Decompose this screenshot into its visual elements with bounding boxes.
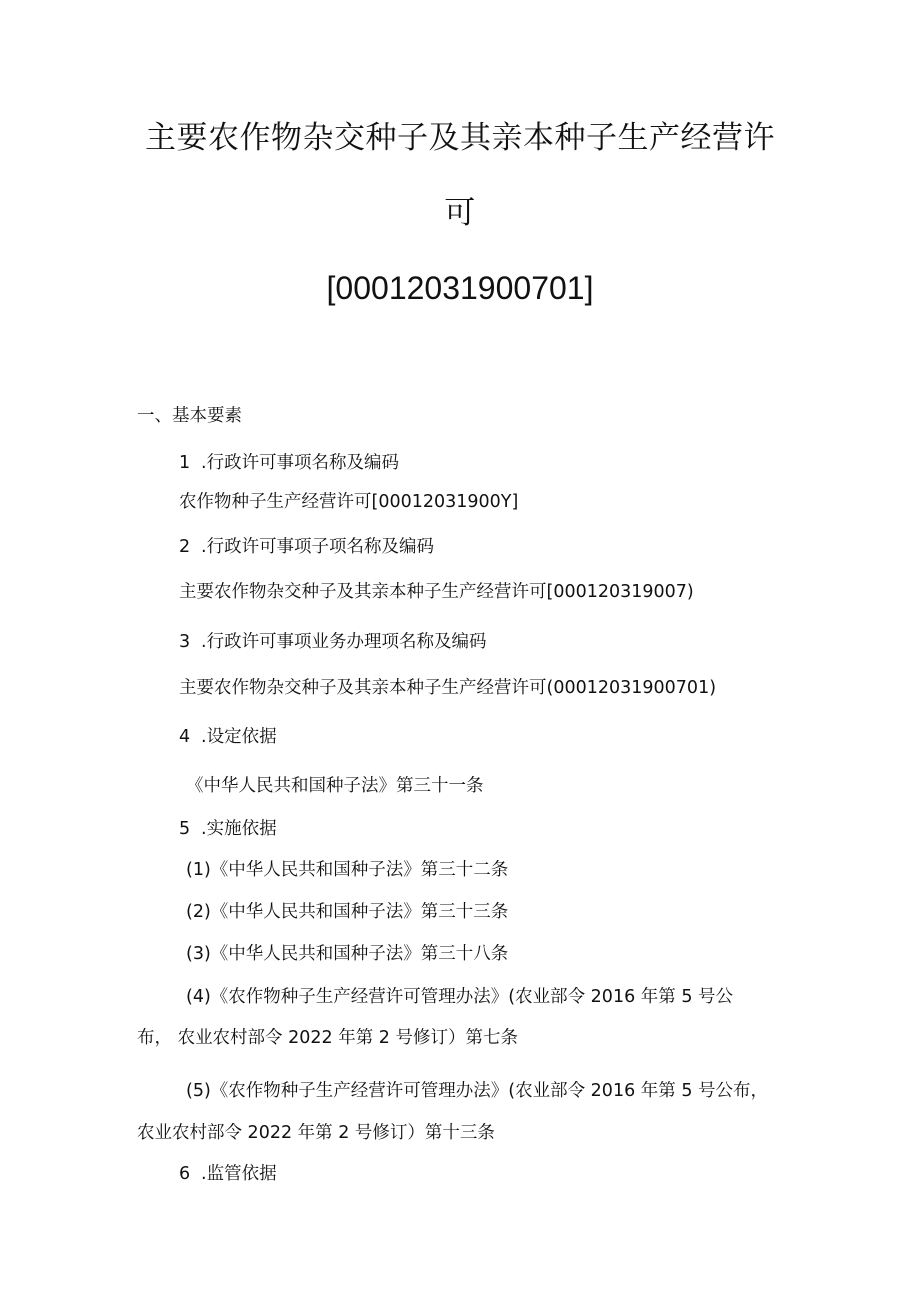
item-3-value: 主要农作物杂交种子及其亲本种子生产经营许可(00012031900701) — [179, 678, 717, 698]
document-title-line-2: 可 — [444, 195, 476, 231]
document-title-line-1: 主要农作物杂交种子及其亲本种子生产经营许 — [145, 120, 775, 156]
item-2-number: 2 — [179, 537, 191, 557]
basis-4-line-2: 布， 农业农村部令 2022 年第 2 号修订）第七条 — [137, 1028, 518, 1048]
item-1-value: 农作物种子生产经营许可[00012031900Y] — [179, 492, 519, 512]
basis-3: (3)《中华人民共和国种子法》第三十八条 — [186, 944, 509, 964]
item-3-label-row — [179, 630, 487, 654]
item-2-label: .行政许可事项子项名称及编码 — [201, 537, 435, 557]
item-5-number: 5 — [179, 819, 191, 839]
item-4-label: .设定依据 — [201, 727, 277, 747]
item-3-number: 3 — [179, 632, 191, 652]
basis-4-line-1: (4)《农作物种子生产经营许可管理办法》(农业部令 2016 年第 5 号公 — [186, 987, 734, 1007]
item-4-label-row — [179, 725, 277, 749]
basis-5-line-2: 农业农村部令 2022 年第 2 号修订）第十三条 — [137, 1123, 495, 1143]
item-6-number: 6 — [179, 1164, 191, 1184]
basis-2: (2)《中华人民共和国种子法》第三十三条 — [186, 902, 509, 922]
section-heading: 一、基本要素 — [137, 406, 242, 426]
item-2-value: 主要农作物杂交种子及其亲本种子生产经营许可[000120319007) — [179, 582, 694, 602]
item-1-label: .行政许可事项名称及编码 — [201, 453, 400, 473]
item-4-value: 《中华人民共和国种子法》第三十一条 — [186, 776, 484, 796]
basis-5-line-1: (5)《农作物种子生产经营许可管理办法》(农业部令 2016 年第 5 号公布， — [186, 1081, 769, 1101]
item-2-label-row — [179, 535, 434, 559]
basis-1: (1)《中华人民共和国种子法》第三十二条 — [186, 860, 509, 880]
item-1-label-row — [179, 451, 399, 475]
item-6-label-row — [179, 1162, 277, 1186]
item-6-label: .监管依据 — [201, 1164, 277, 1184]
item-3-label: .行政许可事项业务办理项名称及编码 — [201, 632, 487, 652]
document-title-code: [00012031900701] — [326, 270, 594, 306]
item-1-number: 1 — [179, 453, 191, 473]
item-4-number: 4 — [179, 727, 191, 747]
item-5-label: .实施依据 — [201, 819, 277, 839]
item-5-label-row — [179, 817, 277, 841]
